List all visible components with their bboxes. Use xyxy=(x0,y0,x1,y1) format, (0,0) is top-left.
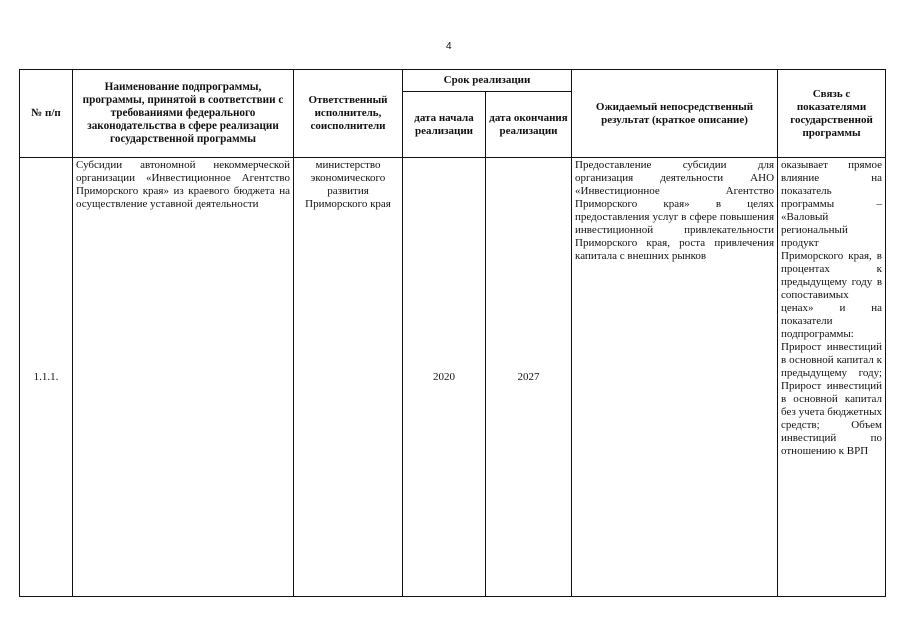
header-executor: Ответственный исполнитель, соисполнители xyxy=(294,70,403,158)
row-start: 2020 xyxy=(403,158,486,597)
header-start: дата начала реализации xyxy=(403,92,486,158)
row-name: Субсидии автономной некоммерческой организации «Инвестиционное Агентство Приморского края» из краевого бюджета на осуществление уставной деятельности xyxy=(73,158,294,597)
row-num: 1.1.1. xyxy=(20,158,73,597)
table-row xyxy=(20,158,886,597)
header-end: дата окончания реализации xyxy=(486,92,572,158)
header-result: Ожидаемый непосредственный результат (краткое описание) xyxy=(572,70,778,158)
header-link: Связь с показателями государственной программы xyxy=(778,70,886,158)
header-num: № п/п xyxy=(20,70,73,158)
program-table xyxy=(19,69,886,597)
row-end: 2027 xyxy=(486,158,572,597)
page-number: 4 xyxy=(446,41,452,52)
header-row-1 xyxy=(20,70,886,92)
row-link: оказывает прямое влияние на показатель программы – «Валовый региональный продукт Приморского края, в процентах к предыдущему году в сопоставимых ценах» и на показатели подпрограммы: Прирост инвестиций в основной капитал к предыдущему году; Прирост инвестиций в основной капитал без учета бюджетных средств; Объем инвестиций по отношению к ВРП xyxy=(778,158,886,597)
row-executor: министерство экономического развития Приморского края xyxy=(294,158,403,597)
header-term: Срок реализации xyxy=(403,70,572,92)
row-result: Предоставление субсидии для организация деятельности АНО «Инвестиционное Агентство Приморского края» в целях предоставления услуг в сфере повышения инвестиционной привлекательности Приморского края, роста привлечения капитала с внешних рынков xyxy=(572,158,778,597)
header-name: Наименование подпрограммы, программы, принятой в соответствии с требованиями федерального законодательства в сфере реализации государственной программы xyxy=(73,70,294,158)
